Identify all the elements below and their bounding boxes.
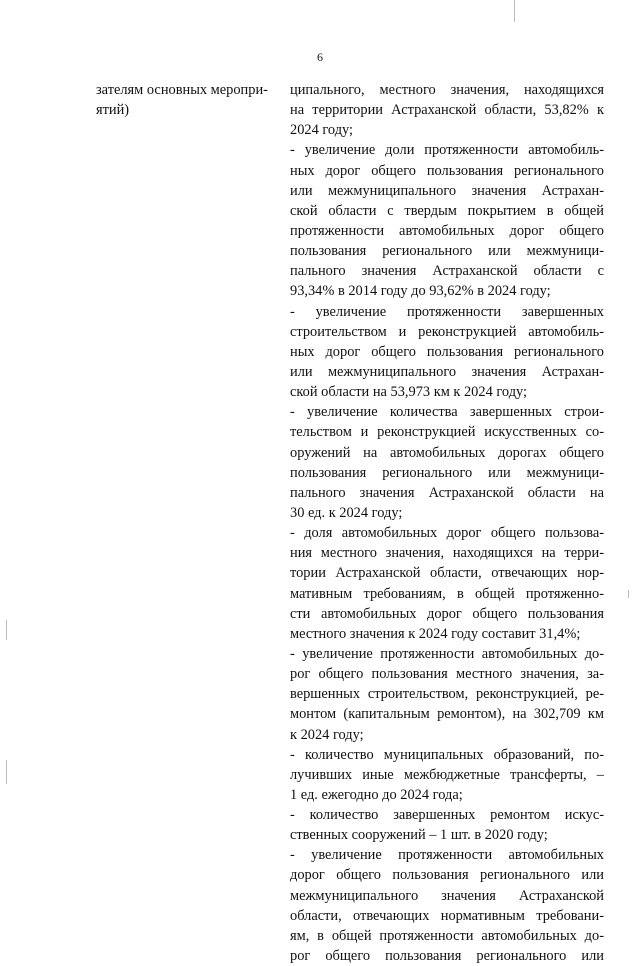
text-line: ственных сооружений – 1 шт. в 2020 году; [290,827,548,844]
text-line: - увеличение доли протяженности автомобиль- [290,142,604,159]
text-line: монтом (капитальным ремонтом), на 302,709 км [290,706,604,723]
text-line: ципального, местного значения, находящихся [290,82,604,98]
text-line: оружений на автомобильных дорогах общего [290,444,604,461]
text-line: рог общего пользования регионального или [290,948,604,965]
text-line: ской области на 53,973 км к 2024 году; [290,384,528,401]
text-line: рог общего пользования местного значения, за- [290,666,604,683]
text-line: лучивших иные межбюджетные трансферты, – [290,766,604,783]
text-line: или межмуниципального значения Астрахан- [290,182,604,199]
text-line: пального значения Астраханской области на [290,484,604,501]
text-line: - увеличение протяженности автомобильных [290,847,604,864]
text-line: ской области с твердым покрытием в общей [290,202,604,219]
text-line: мативным требованиям, в общей протяженно- [290,585,604,602]
page-number: 6 [317,50,323,64]
text-line: вершенных строительством, реконструкцией, ре- [290,686,604,703]
text-line: - количество завершенных ремонтом искус- [290,807,604,824]
text-line: местного значения к 2024 году составит 31,4%; [290,625,581,642]
text-line: - увеличение количества завершенных строи- [290,404,604,421]
text-line: 2024 году; [290,122,354,139]
text-line: ных дорог общего пользования регионального [290,162,604,179]
text-line: - увеличение протяженности автомобильных до- [290,645,604,662]
text-line: межмуниципального значения Астраханской [290,887,604,904]
text-line: дорог общего пользования регионального или [290,867,604,884]
text-line: к 2024 году; [290,726,364,743]
left-column-line: ятий) [96,102,130,118]
text-line: 93,34% в 2014 году до 93,62% в 2024 году; [290,283,551,300]
text-line: пользования регионального или межмуници- [290,243,604,260]
text-line: 30 ед. к 2024 году; [290,504,403,521]
text-line: строительством и реконструкцией автомобиль- [290,323,604,340]
text-line: сти автомобильных дорог общего пользования [290,605,604,622]
text-line: ния местного значения, находящихся на терри- [290,545,604,562]
scan-mark [628,590,629,598]
text-line: 1 ед. ежегодно до 2024 года; [290,786,463,803]
text-line: тельством и реконструкцией искусственных со- [290,424,604,441]
text-line: ям, в общей протяженности автомобильных до- [290,927,604,944]
text-line: пользования регионального или межмуници- [290,464,604,481]
left-column-line: зателям основных меропри- [96,82,268,98]
text-line: протяженности автомобильных дорог общего [290,222,604,239]
text-line: - доля автомобильных дорог общего пользова- [290,525,604,542]
scan-mark [514,0,515,22]
right-column-text [290,80,604,966]
text-line: - количество муниципальных образований, по- [290,746,604,763]
left-column-text [96,80,272,120]
text-line: на территории Астраханской области, 53,82% к [290,102,604,119]
text-line: или межмуниципального значения Астрахан- [290,363,604,380]
text-line: тории Астраханской области, отвечающих нор- [290,565,604,582]
text-line: области, отвечающих нормативным требовани- [290,907,604,924]
text-line: пального значения Астраханской области с [290,263,604,280]
text-line: ных дорог общего пользования регионального [290,343,604,360]
text-line: - увеличение протяженности завершенных [290,303,604,320]
scan-mark [6,620,7,640]
scan-mark [6,760,7,784]
